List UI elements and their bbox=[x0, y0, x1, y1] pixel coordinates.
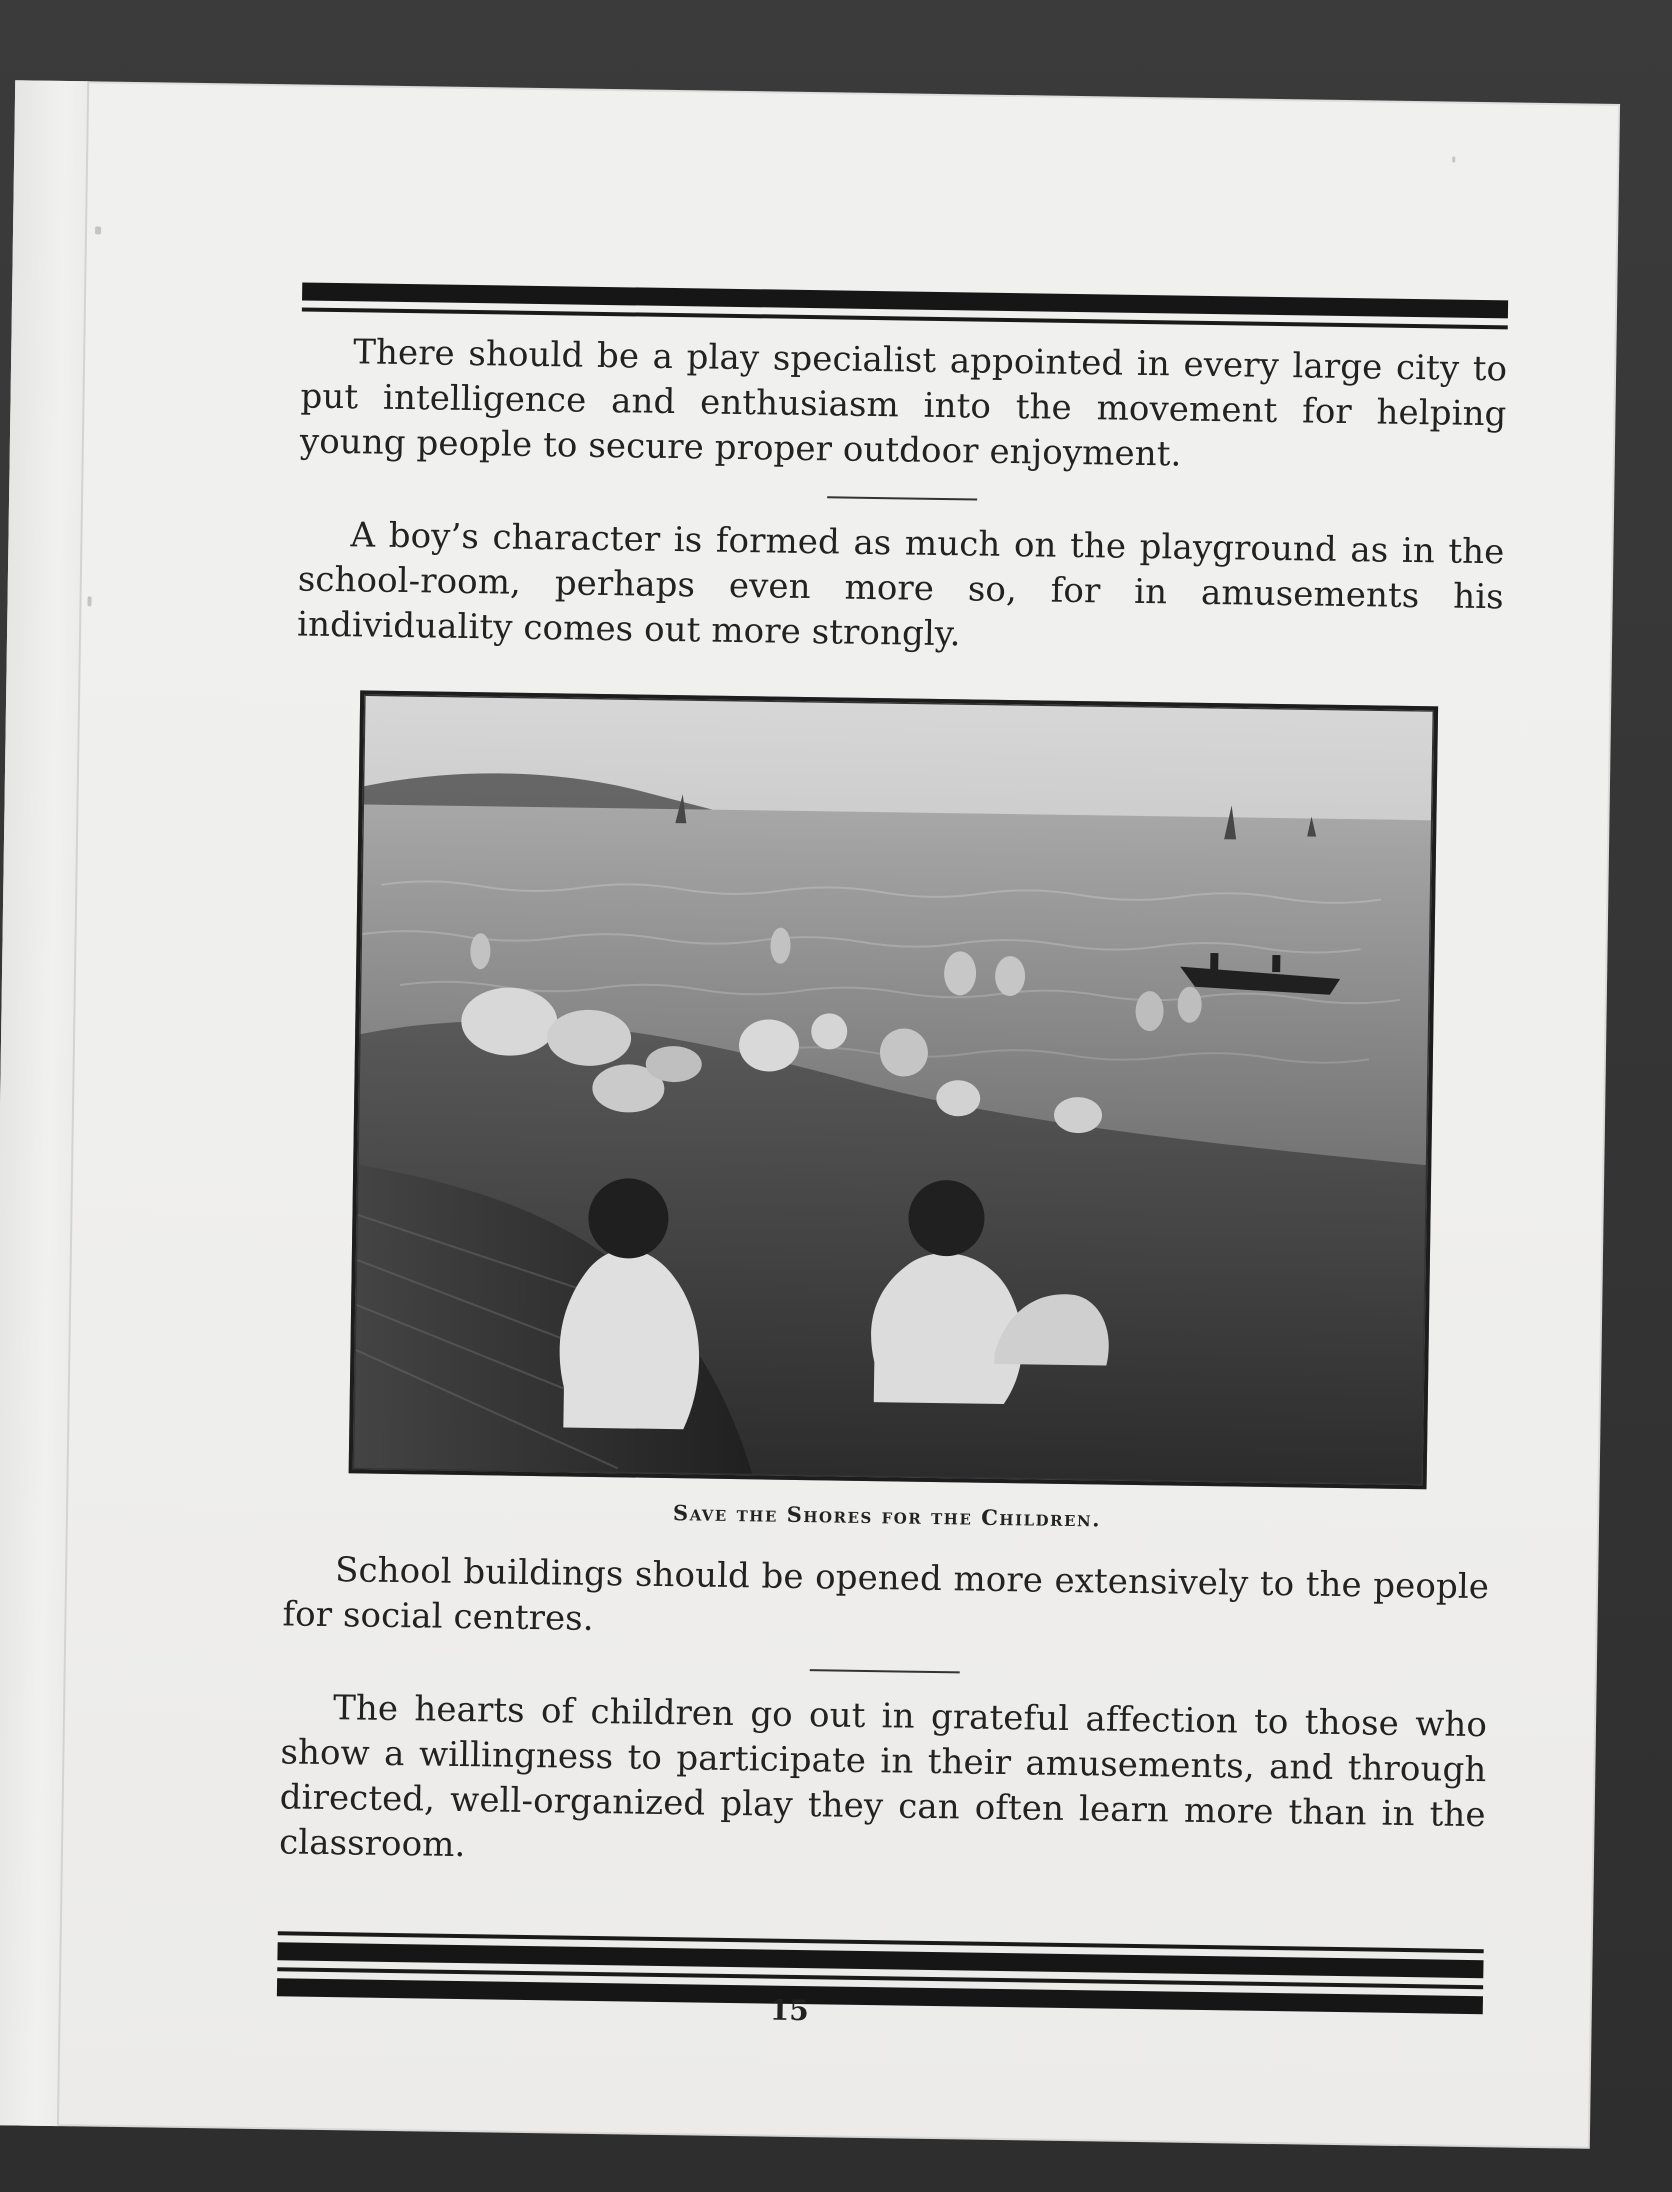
beach-photo bbox=[353, 694, 1434, 1485]
top-rules bbox=[302, 282, 1508, 329]
photo-caption: Save the Shores for the Children. bbox=[672, 1500, 1102, 1532]
section-separator bbox=[827, 496, 977, 500]
paragraph-play-specialist: There should be a play specialist appointed in every large city to put intelligence and enthusiasm into the movement for helping young people to secure proper outdoor enjoyment. bbox=[299, 332, 1508, 475]
scan-speck bbox=[1452, 157, 1455, 163]
document-page bbox=[0, 80, 1620, 2149]
main-content bbox=[279, 329, 1508, 1883]
scan-speck bbox=[95, 226, 101, 234]
beach-photo-frame bbox=[349, 690, 1438, 1489]
section-separator-2 bbox=[810, 1669, 960, 1673]
scan-speck bbox=[87, 596, 91, 606]
paragraph-boys-character: A boy’s character is formed as much on the playground as in the school-room, perhaps even more so, for in amusements his individuality comes out more strongly. bbox=[296, 515, 1505, 655]
binding-gutter bbox=[0, 80, 89, 2126]
page-number: 15 bbox=[769, 1993, 809, 2028]
paragraph-school-buildings: School buildings should be opened more extensively to the people for social centres. bbox=[282, 1550, 1490, 1639]
paragraph-hearts-of-children: The hearts of children go out in grateful affection to those who show a willingness to participate in their amusements, and through directed, well-organized play they can often learn more than in the classroom. bbox=[278, 1688, 1488, 1866]
